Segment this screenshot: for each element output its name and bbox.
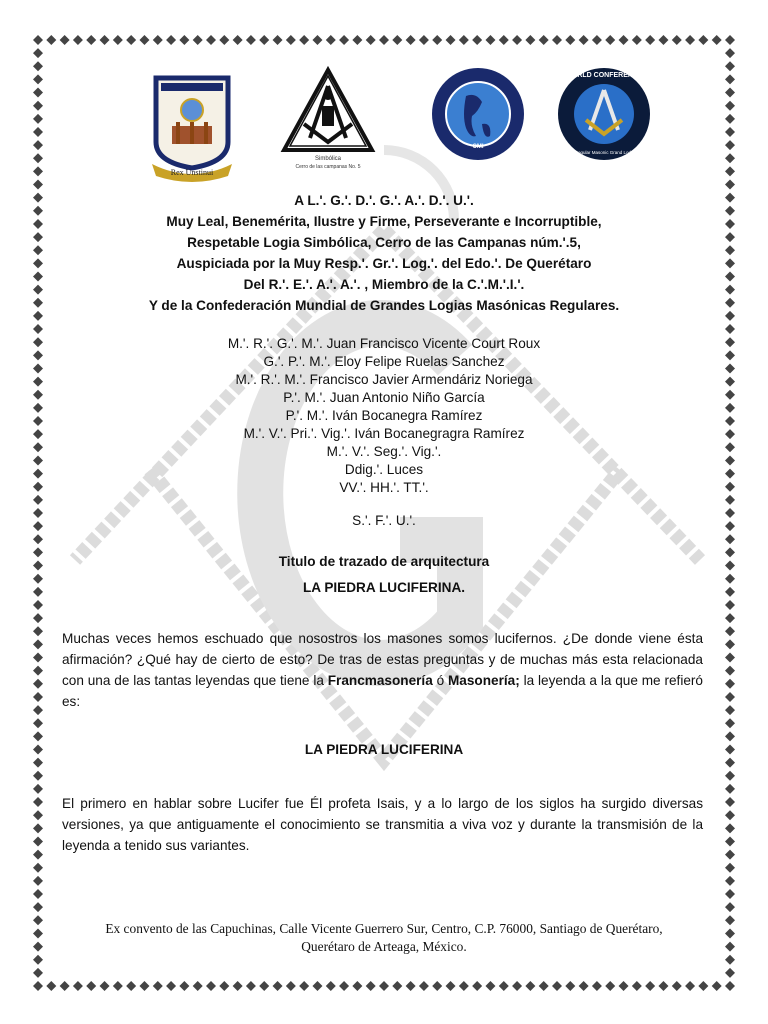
border-diamond [299, 35, 309, 45]
sfu-greeting: S.'. F.'. U.'. [352, 513, 416, 528]
border-diamond [645, 35, 655, 45]
border-diamond [392, 35, 402, 45]
border-diamond [725, 692, 735, 702]
border-diamond [233, 35, 243, 45]
border-diamond [459, 981, 469, 991]
border-diamond [725, 942, 735, 952]
border-diamond [312, 981, 322, 991]
border-diamond [86, 35, 96, 45]
border-diamond [725, 718, 735, 728]
border-diamond [725, 915, 735, 925]
border-diamond [33, 955, 43, 965]
para1-text-2: ó [432, 673, 448, 688]
document-title: LA PIEDRA LUCIFERINA. [302, 580, 466, 595]
para1-text-3: la leyenda a la que me refieró es: [62, 673, 703, 709]
paragraph-intro [62, 628, 703, 712]
border-diamond [725, 889, 735, 899]
border-diamond [33, 902, 43, 912]
border-diamond [605, 35, 615, 45]
border-diamond [33, 942, 43, 952]
border-diamond [33, 968, 43, 978]
border-diamond [619, 981, 629, 991]
border-diamond [552, 981, 562, 991]
logo4-ring-text: WORLD CONFERENCE [565, 72, 643, 79]
border-diamond [126, 35, 136, 45]
border-diamond [33, 731, 43, 741]
border-diamond [459, 35, 469, 45]
officer-line: P.'. M.'. Juan Antonio Niño García [283, 390, 485, 405]
border-diamond [605, 981, 615, 991]
officer-line: Ddig.'. Luces [344, 462, 424, 477]
header-line-2: Muy Leal, Benemérita, Ilustre y Firme, Perseverante e Incorruptible, [166, 214, 602, 229]
border-diamond [46, 35, 56, 45]
border-diamond [725, 48, 735, 58]
border-diamond [725, 928, 735, 938]
border-diamond [432, 981, 442, 991]
border-diamond [299, 981, 309, 991]
header-line-3: Respetable Logia Simbólica, Cerro de las Campanas núm.'.5, [187, 235, 581, 250]
border-diamond [33, 836, 43, 846]
border-diamond [33, 889, 43, 899]
border-diamond [33, 850, 43, 860]
border-diamond [725, 653, 735, 663]
border-diamond [179, 35, 189, 45]
border-diamond [725, 35, 735, 45]
para1-bold-2: Masonería; [447, 673, 520, 688]
border-diamond [326, 35, 336, 45]
border-diamond [725, 771, 735, 781]
border-diamond [539, 981, 549, 991]
border-diamond [33, 324, 43, 334]
border-diamond [406, 981, 416, 991]
border-diamond [698, 35, 708, 45]
border-diamond [725, 626, 735, 636]
header-line-1: A L.'. G.'. D.'. G.'. A.'. D.'. U.'. [294, 193, 474, 208]
border-diamond [725, 823, 735, 833]
border-diamond [485, 35, 495, 45]
border-diamond [33, 797, 43, 807]
border-diamond [592, 35, 602, 45]
cmi-logo [430, 66, 526, 162]
footer-line-2: Querétaro de Arteaga, México. [301, 939, 467, 954]
border-diamond [33, 915, 43, 925]
border-diamond [33, 876, 43, 886]
para1-text-1: Muchas veces hemos eschuado que nosostros los masones somos lucifernos. ¿De donde viene ésta afirmación? ¿Qué hay de cierto de esto? De tras de estas preguntas y de muchas más esta relacionada con una de las tantas leyendas que tiene la [62, 631, 703, 688]
border-diamond [73, 981, 83, 991]
border-diamond [166, 35, 176, 45]
border-diamond [352, 981, 362, 991]
border-diamond [725, 863, 735, 873]
border-diamond [565, 981, 575, 991]
border-diamond [33, 705, 43, 715]
border-diamond [658, 981, 668, 991]
border-diamond [339, 981, 349, 991]
border-diamond [658, 35, 668, 45]
border-diamond [712, 35, 722, 45]
border-diamond [725, 666, 735, 676]
border-diamond [286, 35, 296, 45]
border-diamond [392, 981, 402, 991]
border-diamond [33, 639, 43, 649]
border-diamond [725, 902, 735, 912]
border-diamond [166, 981, 176, 991]
border-diamond [33, 534, 43, 544]
border-diamond [366, 981, 376, 991]
border-diamond [33, 35, 43, 45]
border-diamond [512, 981, 522, 991]
border-diamond [33, 692, 43, 702]
border-diamond [725, 639, 735, 649]
border-diamond [725, 600, 735, 610]
border-diamond [725, 784, 735, 794]
border-diamond [685, 35, 695, 45]
border-diamond [86, 981, 96, 991]
lodge-crest-logo [150, 72, 234, 184]
lodge-header [40, 190, 728, 316]
section-title: LA PIEDRA LUCIFERINA [304, 742, 464, 757]
border-diamond [259, 35, 269, 45]
border-diamond [33, 784, 43, 794]
para1-bold-1: Francmasonería [327, 673, 433, 688]
border-diamond [366, 35, 376, 45]
border-diamond [499, 35, 509, 45]
logo2-caption1: Simbólica [314, 156, 341, 162]
border-diamond [379, 35, 389, 45]
officer-line: G.'. P.'. M.'. Eloy Felipe Ruelas Sanchez [263, 354, 505, 369]
officer-line: M.'. R.'. G.'. M.'. Juan Francisco Vicente Court Roux [227, 336, 541, 351]
border-diamond [33, 981, 43, 991]
border-diamond [419, 981, 429, 991]
trazado-label: Titulo de trazado de arquitectura [278, 554, 490, 569]
border-diamond [685, 981, 695, 991]
border-diamond [725, 981, 735, 991]
border-diamond [73, 35, 83, 45]
border-diamond [139, 35, 149, 45]
paragraph-lucifer: El primero en hablar sobre Lucifer fue Él profeta Isais, y a lo largo de los siglos ha surgido diversas versiones, ya que antiguamente el conocimiento se transmitia a viva voz y durante la transmisión de la leyenda a tenido sus variantes. [62, 796, 703, 853]
border-diamond [193, 981, 203, 991]
border-diamond [632, 981, 642, 991]
header-line-6: Y de la Confederación Mundial de Grandes Logias Masónicas Regulares. [148, 298, 620, 313]
border-diamond [725, 850, 735, 860]
border-diamond [312, 35, 322, 45]
border-diamond [552, 35, 562, 45]
border-diamond [579, 981, 589, 991]
border-diamond [33, 600, 43, 610]
border-diamond [432, 35, 442, 45]
border-diamond [725, 810, 735, 820]
footer-line-1: Ex convento de las Capuchinas, Calle Vicente Guerrero Sur, Centro, C.P. 76000, Santiago de Querétaro, [105, 921, 663, 936]
border-diamond [725, 705, 735, 715]
border-diamond [33, 863, 43, 873]
address-footer [60, 920, 708, 956]
border-diamond [698, 981, 708, 991]
border-diamond [725, 758, 735, 768]
world-conference-logo [556, 66, 652, 162]
border-diamond [246, 35, 256, 45]
border-diamond [33, 626, 43, 636]
border-diamond [113, 35, 123, 45]
border-diamond [273, 35, 283, 45]
officers-list [40, 335, 728, 497]
border-diamond [33, 653, 43, 663]
border-diamond [725, 836, 735, 846]
border-diamond [725, 731, 735, 741]
logo-strip [0, 66, 768, 186]
border-diamond [33, 48, 43, 58]
border-diamond [525, 35, 535, 45]
officer-line: VV.'. HH.'. TT.'. [339, 480, 429, 495]
border-diamond [725, 324, 735, 334]
header-line-5: Del R.'. E.'. A.'. A.'. , Miembro de la C.'.M.'.I.'. [243, 277, 525, 292]
border-diamond [219, 981, 229, 991]
logo2-caption2: Cerro de las campanas No. 5 [295, 164, 361, 170]
border-diamond [60, 35, 70, 45]
border-diamond [472, 35, 482, 45]
border-diamond [565, 35, 575, 45]
border-diamond [419, 35, 429, 45]
border-diamond [579, 35, 589, 45]
border-diamond [233, 981, 243, 991]
header-line-4: Auspiciada por la Muy Resp.'. Gr.'. Log.'. del Edo.'. De Querétaro [176, 256, 592, 271]
border-diamond [725, 968, 735, 978]
border-diamond [379, 981, 389, 991]
border-diamond [472, 981, 482, 991]
border-diamond [712, 981, 722, 991]
border-diamond [645, 981, 655, 991]
border-diamond [259, 981, 269, 991]
border-diamond [273, 981, 283, 991]
border-diamond [446, 981, 456, 991]
border-diamond [352, 35, 362, 45]
border-diamond [139, 981, 149, 991]
border-diamond [339, 35, 349, 45]
border-diamond [206, 981, 216, 991]
border-diamond [619, 35, 629, 45]
border-diamond [512, 35, 522, 45]
border-diamond [725, 534, 735, 544]
border-diamond [126, 981, 136, 991]
border-diamond [725, 876, 735, 886]
border-diamond [632, 35, 642, 45]
border-diamond [725, 797, 735, 807]
logo3-bottom-text: CMI [472, 144, 484, 150]
border-diamond [33, 718, 43, 728]
border-diamond [485, 981, 495, 991]
border-diamond [100, 981, 110, 991]
officer-line: M.'. R.'. M.'. Francisco Javier Armendáriz Noriega [235, 372, 533, 387]
border-diamond [33, 613, 43, 623]
border-diamond [153, 35, 163, 45]
border-diamond [286, 981, 296, 991]
border-diamond [33, 758, 43, 768]
border-diamond [33, 928, 43, 938]
officer-line: P.'. M.'. Iván Bocanegra Ramírez [285, 408, 483, 423]
border-diamond [46, 981, 56, 991]
border-diamond [33, 823, 43, 833]
border-diamond [33, 666, 43, 676]
border-diamond [725, 955, 735, 965]
logo1-motto: Rex Unstinui [170, 168, 214, 177]
border-diamond [592, 981, 602, 991]
border-diamond [525, 981, 535, 991]
border-diamond [539, 35, 549, 45]
border-diamond [725, 613, 735, 623]
border-diamond [246, 981, 256, 991]
border-diamond [206, 35, 216, 45]
border-diamond [33, 810, 43, 820]
border-diamond [326, 981, 336, 991]
border-diamond [725, 679, 735, 689]
border-diamond [33, 771, 43, 781]
border-diamond [193, 35, 203, 45]
border-diamond [672, 981, 682, 991]
border-diamond [60, 981, 70, 991]
border-diamond [100, 35, 110, 45]
logo4-sub-text: of Regular Masonic Grand Lodges [569, 150, 639, 155]
border-diamond [672, 35, 682, 45]
border-diamond [179, 981, 189, 991]
border-diamond [446, 35, 456, 45]
border-diamond [406, 35, 416, 45]
officer-line: M.'. V.'. Seg.'. Vig.'. [326, 444, 442, 459]
border-diamond [219, 35, 229, 45]
border-diamond [113, 981, 123, 991]
border-diamond [33, 679, 43, 689]
border-diamond [499, 981, 509, 991]
border-diamond [153, 981, 163, 991]
officer-line: M.'. V.'. Pri.'. Vig.'. Iván Bocanegragra Ramírez [243, 426, 525, 441]
square-compass-triangle-logo [280, 66, 376, 170]
